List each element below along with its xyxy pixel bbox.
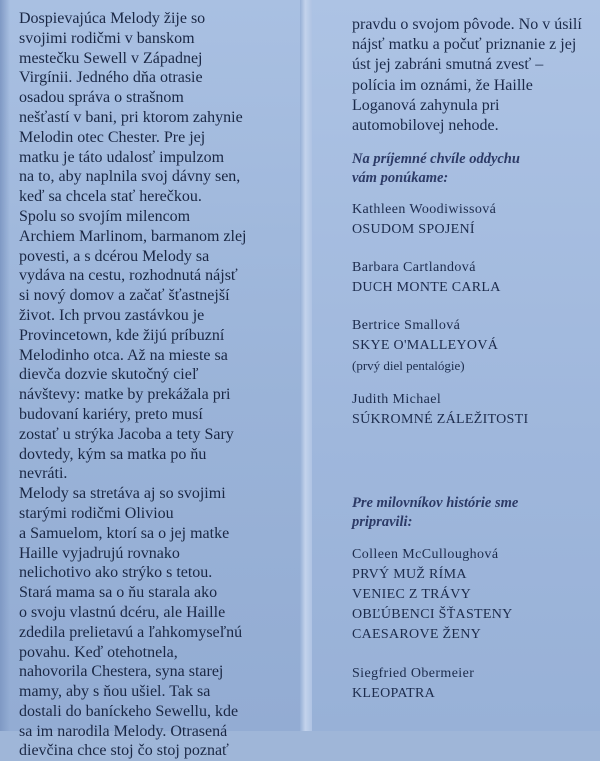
book-author: Kathleen Woodiwissová [352,202,497,217]
book-title: VENIEC Z TRÁVY [352,587,472,602]
book-author: Colleen McCulloughová [352,547,499,562]
text-line: Dospievajúca Melody žije so [19,10,206,27]
text-line: mestečku Sewell v Západnej [19,49,203,67]
text-line: Stará mama sa o ňu starala ako [19,584,218,602]
text-line: svojimi rodičmi v banskom [19,29,195,47]
text-line: zdedila prelietavú a ľahkomyseľnú [19,623,243,641]
text-line: na to, aby naplnila svoj dávny sen, [19,168,241,186]
text-line: nájsť matku a počuť priznanie z jej [352,36,577,54]
text-line: Melodin otec Chester. Pre jej [19,128,206,146]
synopsis-continuation [352,15,596,136]
book-entry [352,200,592,240]
text-line: sa im narodila Melody. Otrasená [19,722,228,740]
book-title-list [352,565,592,645]
text-line: zostať u strýka Jacoba a tety Sary [19,425,234,443]
text-line: polícia im oznámi, že Haille [352,76,533,94]
page-edge-shadow [0,0,10,731]
text-line: nelichotivo ako strýko s tetou. [19,564,213,582]
book-author: Bertrice Smallová [352,318,461,333]
text-line: pravdu o svojom pôvode. No v úsilí [352,16,582,33]
text-line: Virgínii. Jedného dňa otrasie [19,69,203,87]
book-title: DUCH MONTE CARLA [352,280,501,295]
book-author: Barbara Cartlandová [352,260,476,275]
text-line: dievčina chce stoj čo stoj poznať [19,742,229,760]
book-entry [352,316,592,376]
heading-line: Na príjemné chvíle oddychu [352,151,520,167]
text-line: o svoju vlastnú dcéru, ale Haille [19,603,226,621]
book-title: CAESAROVE ŽENY [352,627,482,642]
book-title: SÚKROMNÉ ZÁLEŽITOSTI [352,412,529,427]
text-line: nevráti. [19,465,68,483]
text-line: automobilovej nehode. [352,117,499,135]
section-heading-relax [352,150,592,188]
text-line: si nový domov a začať šťastnejší [19,287,230,305]
text-line: Provincetown, kde žijú príbuzní [19,326,225,344]
heading-line: Pre milovníkov histórie sme [352,495,519,511]
text-line: život. Ich prvou zastávkou je [19,306,205,324]
text-line: návštevy: matke by prekážala pri [19,386,231,404]
text-line: úst jej zabráni smutná zvesť – [352,56,544,74]
synopsis-text [19,9,303,761]
book-title: OBĽÚBENCI ŠŤASTENY [352,607,513,622]
book-entry [352,258,592,298]
text-line: Haille vyjadrujú rovnako [19,544,180,562]
section-heading-history [352,494,592,532]
book-entry [352,390,592,430]
book-entry [352,664,592,704]
book-entry [352,545,592,645]
book-author: Siegfried Obermeier [352,666,475,681]
text-line: starými rodičmi Oliviou [19,504,174,522]
book-title: SKYE O'MALLEYOVÁ [352,338,499,353]
book-title: PRVÝ MUŽ RÍMA [352,567,467,582]
text-line: osadou správa o strašnom [19,89,184,107]
book-title: KLEOPATRA [352,686,436,701]
heading-line: vám ponúkame: [352,170,449,186]
text-line: Melody sa stretáva aj so svojimi [19,485,226,503]
heading-line: pripravili: [352,514,413,530]
text-line: Archiem Marlinom, barmanom zlej [19,227,247,245]
text-line: vydáva na cestu, rozhodnutá nájsť [19,267,238,285]
text-line: povesti, a s dcérou Melody sa [19,247,210,265]
text-line: dievča dozvie skutočný cieľ [19,366,199,384]
text-line: nahovorila Chestera, syna starej [19,663,224,681]
text-line: keď sa chcela stať herečkou. [19,188,202,206]
book-note: (prvý diel pentalógie) [352,358,465,373]
text-line: mamy, aby s ňou ušiel. Tak sa [19,683,211,701]
text-line: Melodinho otca. Až na mieste sa [19,346,228,364]
text-line: povahu. Keď otehotnela, [19,643,178,661]
text-line: dostali do baníckeho Sewellu, kde [19,702,239,720]
book-title: OSUDOM SPOJENÍ [352,222,475,237]
text-line: matku je táto udalosť impulzom [19,148,225,166]
text-line: budovaní kariéry, preto musí [19,405,203,423]
text-line: nešťastí v bani, pri ktorom zahynie [19,108,243,126]
text-line: dovtedy, kým sa matka po ňu [19,445,207,463]
book-author: Judith Michael [352,392,442,407]
book-title-list [352,684,592,704]
text-line: Spolu so svojím milencom [19,207,191,225]
text-line: Loganová zahynula pri [352,96,500,114]
text-line: a Samuelom, ktorí sa o jej matke [19,524,230,542]
